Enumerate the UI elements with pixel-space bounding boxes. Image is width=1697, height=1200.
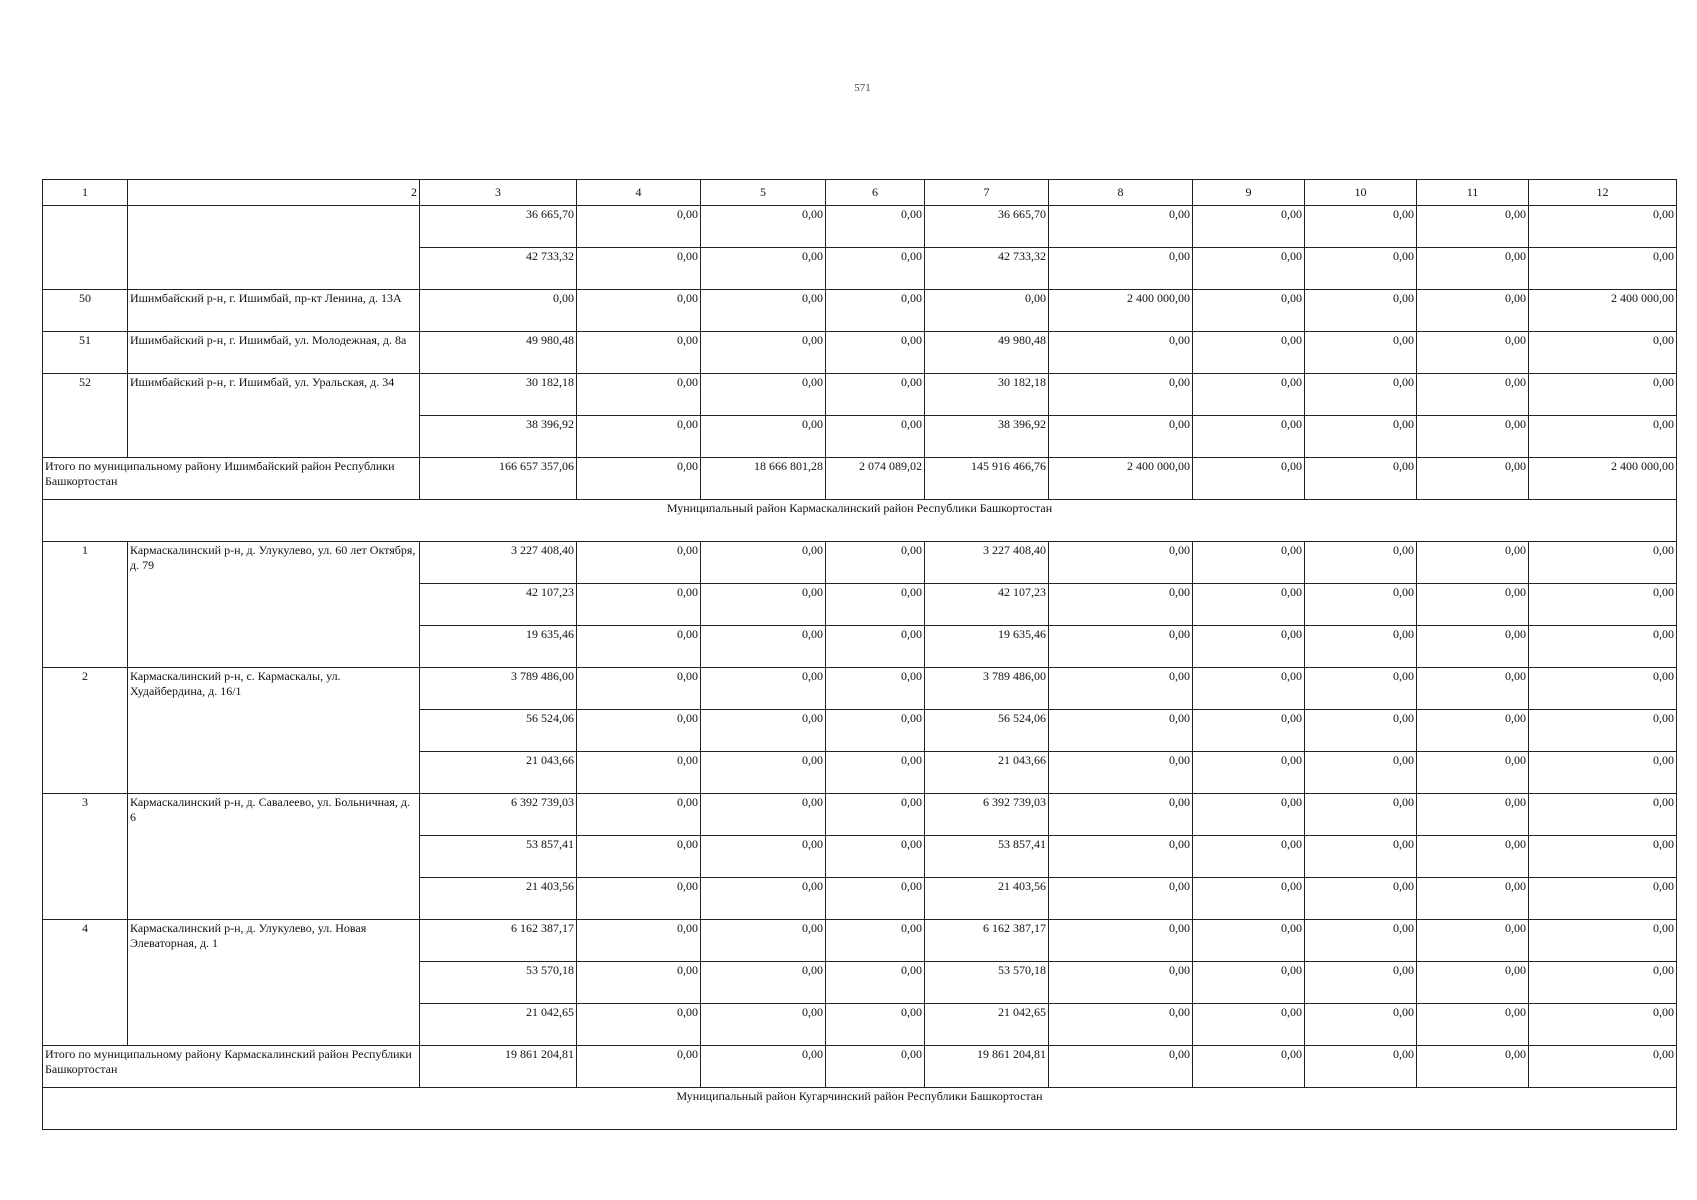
value-cell: 0,00 (1193, 290, 1305, 332)
value-cell: 0,00 (1305, 962, 1417, 1004)
value-cell: 38 396,92 (420, 416, 577, 458)
value-cell: 0,00 (1417, 752, 1529, 794)
value-cell: 0,00 (1305, 626, 1417, 668)
value-cell: 0,00 (701, 920, 826, 962)
value-cell: 0,00 (577, 962, 701, 1004)
value-cell: 0,00 (1193, 626, 1305, 668)
value-cell: 0,00 (925, 290, 1049, 332)
funding-table (42, 179, 1677, 1130)
value-cell: 0,00 (1193, 920, 1305, 962)
value-cell: 0,00 (1193, 1004, 1305, 1046)
value-cell: 21 042,65 (925, 1004, 1049, 1046)
value-cell: 0,00 (1305, 542, 1417, 584)
value-cell: 0,00 (1049, 878, 1193, 920)
section-title: Муниципальный район Кугарчинский район Республики Башкортостан (43, 1088, 1677, 1130)
header-cell: 8 (1049, 180, 1193, 206)
section-title: Муниципальный район Кармаскалинский район Республики Башкортостан (43, 500, 1677, 542)
value-cell: 0,00 (577, 668, 701, 710)
value-cell: 0,00 (577, 248, 701, 290)
value-cell: 0,00 (826, 206, 925, 248)
value-cell: 0,00 (701, 542, 826, 584)
value-cell: 0,00 (826, 668, 925, 710)
value-cell: 53 570,18 (925, 962, 1049, 1004)
header-cell: 1 (43, 180, 128, 206)
value-cell: 19 861 204,81 (925, 1046, 1049, 1088)
value-cell: 0,00 (1529, 542, 1677, 584)
value-cell: 0,00 (1049, 794, 1193, 836)
value-cell: 0,00 (1417, 458, 1529, 500)
value-cell: 0,00 (1049, 248, 1193, 290)
value-cell: 0,00 (1305, 1046, 1417, 1088)
value-cell: 0,00 (701, 206, 826, 248)
value-cell: 0,00 (577, 542, 701, 584)
value-cell: 0,00 (701, 584, 826, 626)
value-cell: 0,00 (701, 626, 826, 668)
value-cell: 0,00 (1305, 416, 1417, 458)
value-cell: 0,00 (1305, 206, 1417, 248)
value-cell: 0,00 (1529, 332, 1677, 374)
value-cell: 53 570,18 (420, 962, 577, 1004)
value-cell: 6 392 739,03 (420, 794, 577, 836)
value-cell: 0,00 (1529, 1046, 1677, 1088)
page-number: 571 (854, 82, 871, 94)
value-cell: 49 980,48 (420, 332, 577, 374)
value-cell: 0,00 (826, 248, 925, 290)
value-cell: 0,00 (1049, 1046, 1193, 1088)
header-cell: 5 (701, 180, 826, 206)
table-row (43, 206, 1677, 248)
value-cell: 0,00 (1529, 626, 1677, 668)
table-row (43, 374, 1677, 416)
value-cell: 0,00 (577, 416, 701, 458)
value-cell: 0,00 (1049, 710, 1193, 752)
value-cell: 0,00 (1529, 878, 1677, 920)
row-number: 3 (43, 794, 128, 920)
value-cell: 0,00 (577, 458, 701, 500)
value-cell: 0,00 (577, 206, 701, 248)
value-cell: 0,00 (701, 416, 826, 458)
value-cell: 0,00 (1049, 626, 1193, 668)
address-cell: Кармаскалинский р-н, д. Улукулево, ул. 60 лет Октября, д. 79 (128, 542, 420, 668)
header-cell: 6 (826, 180, 925, 206)
value-cell: 0,00 (701, 794, 826, 836)
section-row (43, 1088, 1677, 1130)
table-row (43, 332, 1677, 374)
row-number: 1 (43, 542, 128, 668)
value-cell: 0,00 (1049, 920, 1193, 962)
value-cell: 0,00 (1193, 416, 1305, 458)
value-cell: 0,00 (701, 878, 826, 920)
value-cell: 0,00 (826, 920, 925, 962)
value-cell: 0,00 (1417, 416, 1529, 458)
value-cell: 21 043,66 (420, 752, 577, 794)
value-cell: 19 861 204,81 (420, 1046, 577, 1088)
value-cell: 0,00 (1049, 752, 1193, 794)
value-cell: 0,00 (1305, 332, 1417, 374)
value-cell: 0,00 (826, 1004, 925, 1046)
value-cell: 0,00 (1417, 206, 1529, 248)
total-label: Итого по муниципальному району Кармаскалинский район Республики Башкортостан (43, 1046, 420, 1088)
value-cell: 0,00 (1049, 836, 1193, 878)
value-cell: 0,00 (1049, 584, 1193, 626)
value-cell: 0,00 (1193, 668, 1305, 710)
value-cell: 0,00 (577, 1046, 701, 1088)
value-cell: 0,00 (1305, 668, 1417, 710)
header-row (43, 180, 1677, 206)
value-cell: 0,00 (1417, 710, 1529, 752)
table-row (43, 794, 1677, 836)
value-cell: 0,00 (1529, 416, 1677, 458)
value-cell: 0,00 (1529, 920, 1677, 962)
address-cell: Ишимбайский р-н, г. Ишимбай, ул. Молодежная, д. 8а (128, 332, 420, 374)
value-cell: 0,00 (1193, 458, 1305, 500)
address-cell (128, 206, 420, 290)
value-cell: 0,00 (1529, 752, 1677, 794)
value-cell: 0,00 (1529, 248, 1677, 290)
value-cell: 0,00 (577, 332, 701, 374)
value-cell: 0,00 (1193, 710, 1305, 752)
value-cell: 0,00 (577, 1004, 701, 1046)
value-cell: 56 524,06 (420, 710, 577, 752)
value-cell: 0,00 (826, 416, 925, 458)
value-cell: 0,00 (1049, 416, 1193, 458)
value-cell: 0,00 (1417, 542, 1529, 584)
value-cell: 53 857,41 (420, 836, 577, 878)
value-cell: 2 400 000,00 (1529, 290, 1677, 332)
value-cell: 0,00 (701, 752, 826, 794)
value-cell: 0,00 (1305, 584, 1417, 626)
value-cell: 0,00 (1193, 206, 1305, 248)
value-cell: 0,00 (1417, 962, 1529, 1004)
value-cell: 36 665,70 (925, 206, 1049, 248)
value-cell: 0,00 (577, 794, 701, 836)
value-cell: 30 182,18 (420, 374, 577, 416)
value-cell: 0,00 (1305, 248, 1417, 290)
value-cell: 0,00 (701, 290, 826, 332)
value-cell: 0,00 (1417, 248, 1529, 290)
value-cell: 0,00 (826, 332, 925, 374)
value-cell: 0,00 (1417, 836, 1529, 878)
value-cell: 0,00 (701, 836, 826, 878)
value-cell: 0,00 (577, 710, 701, 752)
value-cell: 0,00 (826, 542, 925, 584)
table-row (43, 542, 1677, 584)
value-cell: 3 789 486,00 (420, 668, 577, 710)
value-cell: 0,00 (1193, 752, 1305, 794)
table-row (43, 290, 1677, 332)
value-cell: 3 227 408,40 (925, 542, 1049, 584)
header-cell: 10 (1305, 180, 1417, 206)
value-cell: 0,00 (826, 584, 925, 626)
value-cell: 0,00 (577, 626, 701, 668)
value-cell: 0,00 (701, 1046, 826, 1088)
value-cell: 0,00 (1305, 920, 1417, 962)
value-cell: 0,00 (1529, 206, 1677, 248)
header-cell: 4 (577, 180, 701, 206)
value-cell: 42 107,23 (925, 584, 1049, 626)
total-label: Итого по муниципальному району Ишимбайский район Республики Башкортостан (43, 458, 420, 500)
value-cell: 0,00 (1529, 1004, 1677, 1046)
value-cell: 0,00 (420, 290, 577, 332)
value-cell: 0,00 (577, 752, 701, 794)
value-cell: 21 403,56 (925, 878, 1049, 920)
value-cell: 0,00 (1049, 374, 1193, 416)
value-cell: 38 396,92 (925, 416, 1049, 458)
value-cell: 0,00 (1417, 374, 1529, 416)
value-cell: 0,00 (1193, 248, 1305, 290)
value-cell: 42 733,32 (420, 248, 577, 290)
value-cell: 2 400 000,00 (1049, 458, 1193, 500)
value-cell: 0,00 (701, 332, 826, 374)
value-cell: 19 635,46 (420, 626, 577, 668)
value-cell: 0,00 (1049, 206, 1193, 248)
value-cell: 0,00 (826, 374, 925, 416)
row-number (43, 206, 128, 290)
value-cell: 0,00 (1049, 332, 1193, 374)
address-cell: Кармаскалинский р-н, д. Улукулево, ул. Новая Элеваторная, д. 1 (128, 920, 420, 1046)
value-cell: 0,00 (1529, 836, 1677, 878)
value-cell: 145 916 466,76 (925, 458, 1049, 500)
header-cell: 11 (1417, 180, 1529, 206)
row-number: 4 (43, 920, 128, 1046)
value-cell: 0,00 (701, 1004, 826, 1046)
value-cell: 30 182,18 (925, 374, 1049, 416)
address-cell: Кармаскалинский р-н, с. Кармаскалы, ул. Худайбердина, д. 16/1 (128, 668, 420, 794)
value-cell: 0,00 (577, 878, 701, 920)
value-cell: 0,00 (1193, 794, 1305, 836)
value-cell: 0,00 (1529, 374, 1677, 416)
value-cell: 3 227 408,40 (420, 542, 577, 584)
value-cell: 21 042,65 (420, 1004, 577, 1046)
value-cell: 0,00 (577, 920, 701, 962)
value-cell: 0,00 (826, 962, 925, 1004)
value-cell: 0,00 (826, 626, 925, 668)
header-cell: 3 (420, 180, 577, 206)
value-cell: 0,00 (701, 668, 826, 710)
header-cell: 7 (925, 180, 1049, 206)
value-cell: 166 657 357,06 (420, 458, 577, 500)
value-cell: 0,00 (826, 290, 925, 332)
value-cell: 42 107,23 (420, 584, 577, 626)
value-cell: 0,00 (1193, 1046, 1305, 1088)
address-cell: Ишимбайский р-н, г. Ишимбай, пр-кт Ленина, д. 13А (128, 290, 420, 332)
section-row (43, 500, 1677, 542)
value-cell: 0,00 (1417, 1046, 1529, 1088)
row-number: 2 (43, 668, 128, 794)
value-cell: 0,00 (1417, 668, 1529, 710)
value-cell: 0,00 (826, 836, 925, 878)
value-cell: 0,00 (1049, 962, 1193, 1004)
value-cell: 0,00 (1305, 710, 1417, 752)
table-row (43, 668, 1677, 710)
value-cell: 0,00 (1305, 752, 1417, 794)
value-cell: 0,00 (1049, 668, 1193, 710)
value-cell: 0,00 (1193, 962, 1305, 1004)
value-cell: 6 392 739,03 (925, 794, 1049, 836)
value-cell: 0,00 (1529, 794, 1677, 836)
value-cell: 21 403,56 (420, 878, 577, 920)
value-cell: 6 162 387,17 (420, 920, 577, 962)
value-cell: 0,00 (1049, 542, 1193, 584)
value-cell: 0,00 (701, 710, 826, 752)
value-cell: 36 665,70 (420, 206, 577, 248)
value-cell: 0,00 (1193, 584, 1305, 626)
value-cell: 0,00 (701, 248, 826, 290)
value-cell: 0,00 (1417, 584, 1529, 626)
value-cell: 42 733,32 (925, 248, 1049, 290)
row-number: 51 (43, 332, 128, 374)
value-cell: 0,00 (826, 794, 925, 836)
value-cell: 19 635,46 (925, 626, 1049, 668)
value-cell: 0,00 (1417, 332, 1529, 374)
value-cell: 0,00 (701, 374, 826, 416)
value-cell: 0,00 (1529, 668, 1677, 710)
value-cell: 0,00 (1193, 332, 1305, 374)
address-cell: Кармаскалинский р-н, д. Савалеево, ул. Больничная, д. 6 (128, 794, 420, 920)
value-cell: 53 857,41 (925, 836, 1049, 878)
value-cell: 0,00 (577, 290, 701, 332)
value-cell: 0,00 (1417, 290, 1529, 332)
value-cell: 0,00 (826, 878, 925, 920)
row-number: 52 (43, 374, 128, 458)
value-cell: 0,00 (1417, 794, 1529, 836)
value-cell: 0,00 (826, 1046, 925, 1088)
value-cell: 0,00 (577, 584, 701, 626)
value-cell: 0,00 (1417, 626, 1529, 668)
value-cell: 0,00 (1193, 374, 1305, 416)
value-cell: 0,00 (1305, 458, 1417, 500)
value-cell: 0,00 (1305, 290, 1417, 332)
value-cell: 2 400 000,00 (1529, 458, 1677, 500)
value-cell: 0,00 (1529, 710, 1677, 752)
value-cell: 0,00 (577, 836, 701, 878)
value-cell: 0,00 (1417, 1004, 1529, 1046)
header-cell: 12 (1529, 180, 1677, 206)
value-cell: 0,00 (1193, 878, 1305, 920)
value-cell: 0,00 (1305, 1004, 1417, 1046)
table-row (43, 920, 1677, 962)
value-cell: 49 980,48 (925, 332, 1049, 374)
value-cell: 0,00 (1417, 878, 1529, 920)
value-cell: 21 043,66 (925, 752, 1049, 794)
value-cell: 2 074 089,02 (826, 458, 925, 500)
value-cell: 2 400 000,00 (1049, 290, 1193, 332)
value-cell: 0,00 (1305, 836, 1417, 878)
value-cell: 0,00 (577, 374, 701, 416)
header-cell: 2 (128, 180, 420, 206)
value-cell: 0,00 (826, 752, 925, 794)
value-cell: 0,00 (826, 710, 925, 752)
header-cell: 9 (1193, 180, 1305, 206)
value-cell: 0,00 (1417, 920, 1529, 962)
row-number: 50 (43, 290, 128, 332)
value-cell: 0,00 (1193, 836, 1305, 878)
value-cell: 0,00 (1305, 878, 1417, 920)
value-cell: 0,00 (1305, 794, 1417, 836)
value-cell: 0,00 (1193, 542, 1305, 584)
address-cell: Ишимбайский р-н, г. Ишимбай, ул. Уральская, д. 34 (128, 374, 420, 458)
value-cell: 0,00 (1049, 1004, 1193, 1046)
total-row (43, 1046, 1677, 1088)
value-cell: 0,00 (1529, 584, 1677, 626)
value-cell: 6 162 387,17 (925, 920, 1049, 962)
value-cell: 0,00 (1529, 962, 1677, 1004)
value-cell: 3 789 486,00 (925, 668, 1049, 710)
total-row (43, 458, 1677, 500)
value-cell: 56 524,06 (925, 710, 1049, 752)
value-cell: 18 666 801,28 (701, 458, 826, 500)
value-cell: 0,00 (1305, 374, 1417, 416)
value-cell: 0,00 (701, 962, 826, 1004)
